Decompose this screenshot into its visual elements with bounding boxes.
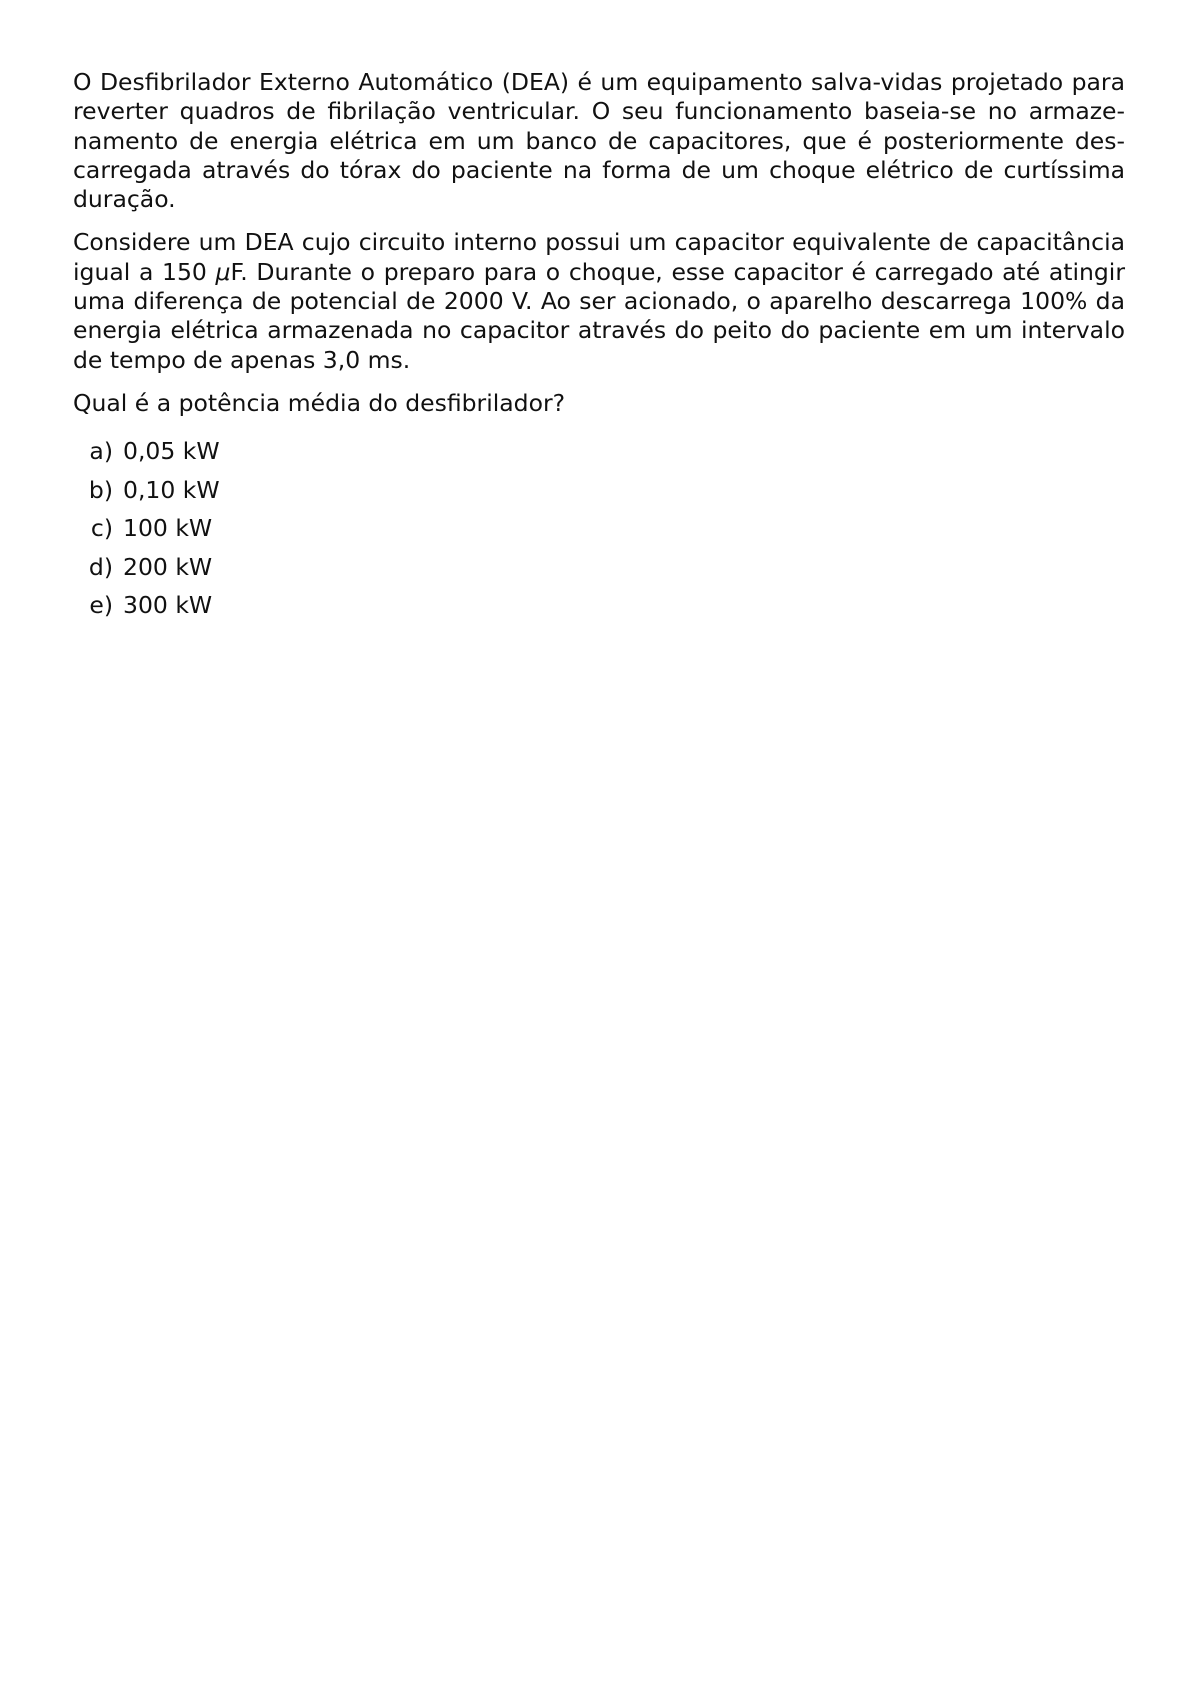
option-c[interactable] [73, 514, 1125, 553]
option-text: 200 kW [123, 552, 213, 581]
option-b[interactable] [73, 476, 1125, 515]
option-d[interactable] [73, 553, 1125, 592]
option-text: 100 kW [123, 514, 213, 543]
option-letter: b) [88, 475, 113, 504]
option-letter: d) [88, 552, 113, 581]
option-letter: e) [89, 591, 113, 620]
option-letter: c) [90, 514, 113, 543]
option-text: 0,05 kW [123, 437, 220, 466]
intro-paragraph: O Desfibrilador Externo Automático (DEA) é um equipamento salva-vidas projetado para reverter quadros de fibrilação ventricular. O seu funcionamento baseia-se no armazenamento de energia elétrica em um banco de capacitores, que é posteriormente descarregada através do tórax do paciente na forma de um choque elétrico de curtíssima duração. [73, 68, 1125, 214]
problem-paragraph [73, 228, 1125, 374]
micro-symbol: μ [215, 257, 231, 286]
option-a[interactable] [73, 437, 1125, 476]
question-prompt: Qual é a potência média do desfibrilador? [73, 388, 566, 417]
problem-text-start: Considere um DEA cujo circuito interno possui um capacitor equivalente de capacitância igual a 150 [73, 228, 1125, 286]
question-document [73, 68, 1125, 630]
problem-text-end: F. Durante o preparo para o choque, esse capacitor é carregado até atingir uma diferença de potencial de 2000 V. Ao ser acionado, o aparelho descarrega 100% da energia elétrica armazenada no capacitor através do peito do paciente em um intervalo de tempo de apenas 3,0 ms. [73, 257, 1126, 374]
answer-options [73, 437, 1125, 630]
option-e[interactable] [73, 591, 1125, 630]
option-text: 300 kW [123, 591, 213, 620]
option-text: 0,10 kW [123, 475, 220, 504]
option-letter: a) [89, 437, 113, 466]
